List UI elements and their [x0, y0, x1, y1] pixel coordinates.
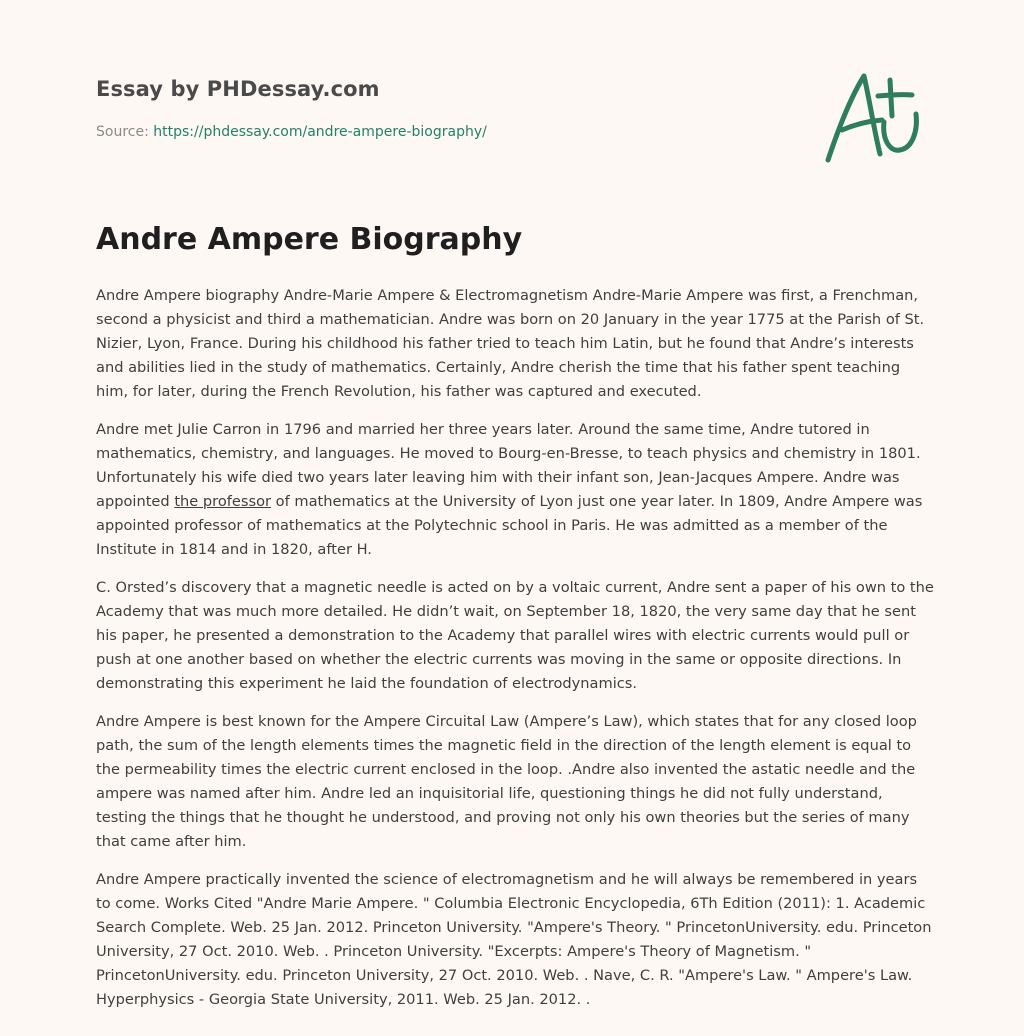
professor-link[interactable]: the professor: [174, 493, 272, 510]
source-link[interactable]: https://phdessay.com/andre-ampere-biography/: [153, 124, 487, 140]
source-line: [96, 124, 487, 140]
site-brand: Essay by PHDessay.com: [96, 77, 380, 101]
paragraph: C. Orsted’s discovery that a magnetic needle is acted on by a voltaic current, Andre sent a paper of his own to the Academy that was much more detailed. He didn’t wait, on September 18, 1820, the very same day that he sent his paper, he presented a demonstration to the Academy that parallel wires with electric currents would pull or push at one another based on whether the electric currents was moving in the same or opposite directions. In demonstrating this experiment he laid the foundation of electrodynamics.: [96, 579, 934, 692]
paragraph-text: Andre met Julie Carron in 1796 and married her three years later. Around the same time, Andre tutored in mathematics, chemistry, and languages. He moved to Bourg-en-Bresse, to teach physics and chemistry in 1801. Unfortunately his wife died two years later leaving him with their infant son, Jean-Jacques Ampere. Andre was appointed: [96, 421, 921, 510]
a-plus-logo-icon: [820, 68, 930, 168]
article-body: [96, 284, 936, 1026]
paragraph: Andre Ampere biography Andre-Marie Ampere & Electromagnetism Andre-Marie Ampere was first, a Frenchman, second a physicist and third a mathematician. Andre was born on 20 January in the year 1775 at the Parish of St. Nizier, Lyon, France. During his childhood his father tried to teach him Latin, but he found that Andre’s interests and abilities lied in the study of mathematics. Certainly, Andre cherish the time that his father spent teaching him, for later, during the French Revolution, his father was captured and executed.: [96, 287, 925, 400]
source-label: Source:: [96, 124, 149, 140]
paragraph-text: of mathematics at the University of Lyon just one year later. In 1809, Andre Ampere was appointed professor of mathematics at the Polytechnic school in Paris. He was admitted as a member of the Institute in 1814 and in 1820, after H.: [96, 493, 923, 558]
paragraph: Andre Ampere practically invented the science of electromagnetism and he will always be remembered in years to come. Works Cited "Andre Marie Ampere. " Columbia Electronic Encyclopedia, 6Th Edition (2011): 1. Academic Search Complete. Web. 25 Jan. 2012. Princeton University. "Ampere's Theory. " PrincetonUniversity. edu. Princeton University, 27 Oct. 2010. Web. . Princeton University. "Excerpts: Ampere's Theory of Magnetism. " PrincetonUniversity. edu. Princeton University, 27 Oct. 2010. Web. . Nave, C. R. "Ampere's Law. " Ampere's Law. Hyperphysics - Georgia State University, 2011. Web. 25 Jan. 2012. .: [96, 871, 932, 1008]
page-title: Andre Ampere Biography: [96, 222, 523, 257]
paragraph: [96, 418, 936, 562]
paragraph: Andre Ampere is best known for the Ampere Circuital Law (Ampere’s Law), which states that for any closed loop path, the sum of the length elements times the magnetic field in the direction of the length element is equal to the permeability times the electric current enclosed in the loop. .Andre also invented the astatic needle and the ampere was named after him. Andre led an inquisitorial life, questioning things he did not fully understand, testing the things that he thought he understood, and proving not only his own theories but the series of many that came after him.: [96, 713, 917, 850]
